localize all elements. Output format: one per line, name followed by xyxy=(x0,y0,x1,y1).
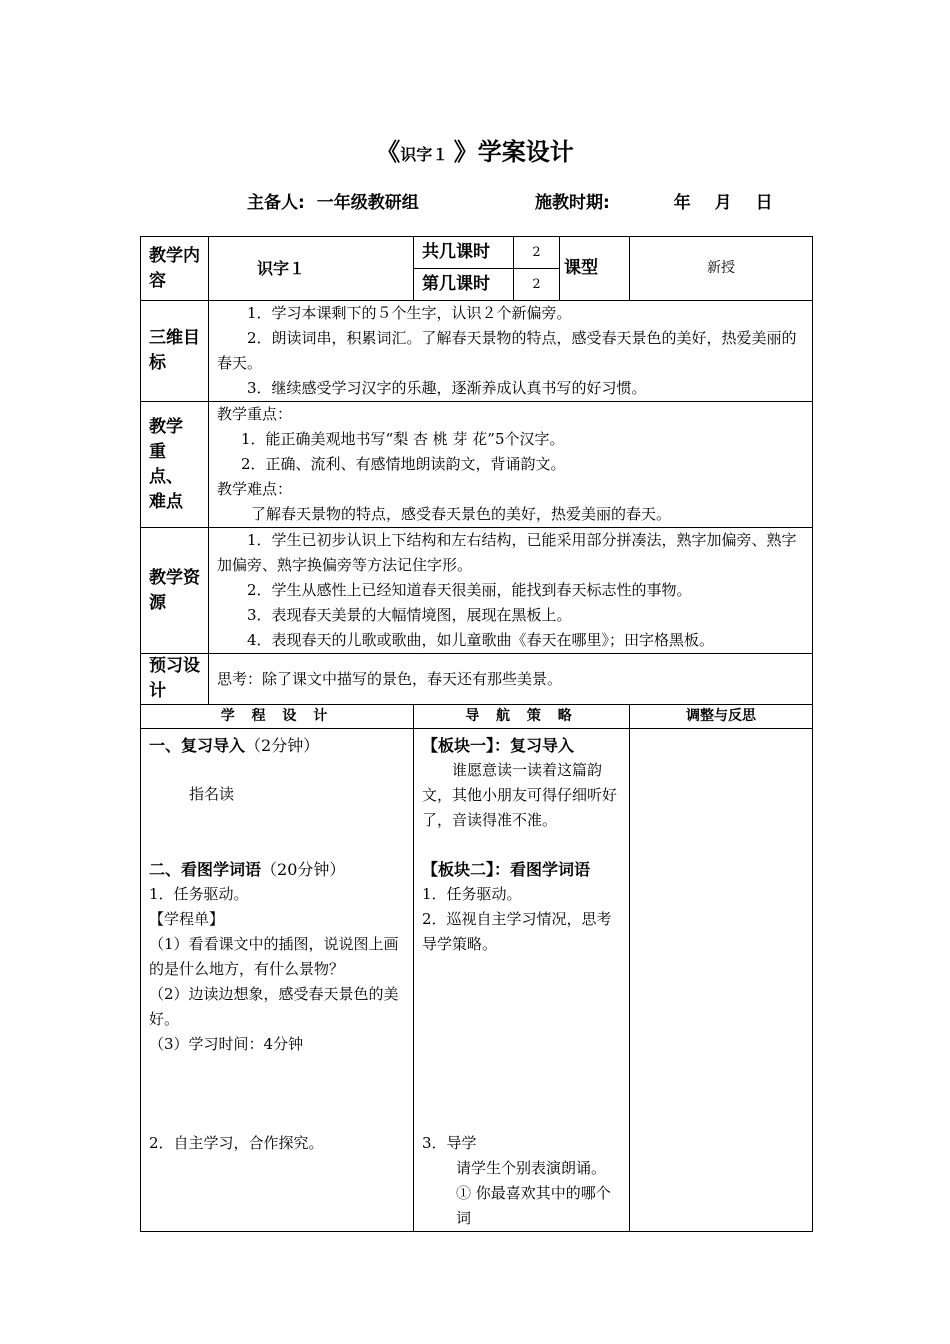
process-item: （3）学习时间：4分钟 xyxy=(149,1035,304,1053)
strategy-item: 2．巡视自主学习情况，思考导学策略。 xyxy=(422,910,612,953)
current-lesson-label: 第几课时 xyxy=(414,269,514,301)
block-1-heading: 【板块一】：复习导入 xyxy=(422,736,575,755)
content-label: 教学内容 xyxy=(141,237,209,301)
strategy-item: 请学生个别表演朗诵。 xyxy=(456,1159,607,1177)
preview-text: 思考：除了课文中描写的景色，春天还有那些美景。 xyxy=(209,654,813,705)
strategy-item: 1．任务驱动。 xyxy=(422,885,522,903)
process-item-next: 2．自主学习，合作探究。 xyxy=(149,1134,324,1152)
keypoints-label: 教学重点、难点 xyxy=(141,402,209,528)
preparer-value: 一年级教研组 xyxy=(316,193,419,213)
date-year: 年 xyxy=(673,193,691,213)
keypoints-content xyxy=(209,402,813,528)
resource-item: 4．表现春天的儿歌或歌曲，如儿童歌曲《春天在哪里》；田字格黑板。 xyxy=(247,631,715,649)
resource-item: 2．学生从感性上已经知道春天很美丽，能找到春天标志性的事物。 xyxy=(247,581,692,599)
date-field xyxy=(535,188,773,213)
current-lesson-value: 2 xyxy=(514,269,560,301)
section-1-heading: 一、复习导入（2分钟） xyxy=(149,736,320,755)
content-value: 识字１ xyxy=(209,237,414,301)
goal-item: 3．继续感受学习汉字的乐趣，逐渐养成认真书写的好习惯。 xyxy=(247,379,647,397)
section-2-heading: 二、看图学词语（20分钟） xyxy=(149,860,346,879)
goal-item: 2．朗读词串，积累词汇。了解春天景物的特点，感受春天景色的美好，热爱美丽的春天。 xyxy=(217,329,797,372)
goals-label: 三维目标 xyxy=(141,301,209,402)
reflection-column xyxy=(630,729,813,1232)
preparer xyxy=(247,188,419,213)
column-header-process: 学 程 设 计 xyxy=(141,705,414,729)
date-month: 月 xyxy=(714,193,732,213)
block-1-text: 谁愿意读一读着这篇韵文，其他小朋友可得仔细听好了，音读得准不准。 xyxy=(422,761,618,829)
goal-item: 1．学习本课剩下的５个生字，认识２个新偏旁。 xyxy=(247,304,572,322)
total-lessons-value: 2 xyxy=(514,237,560,269)
total-lessons-label: 共几课时 xyxy=(414,237,514,269)
document-title: 《识字１ 》学案设计 xyxy=(376,138,574,166)
hard-text: 了解春天景物的特点，感受春天景色的美好，热爱美丽的春天。 xyxy=(251,505,672,523)
resource-item: 1．学生已初步认识上下结构和左右结构，已能采用部分拼凑法，熟字加偏旁、熟字加偏旁、熟字换偏旁等方法记住字形。 xyxy=(217,531,797,574)
lesson-plan-table xyxy=(140,236,813,1232)
resources-content xyxy=(209,528,813,654)
process-item: （1）看看课文中的插图，说说图上画的是什么地方，有什么景物？ xyxy=(149,935,399,978)
date-day: 日 xyxy=(755,193,773,213)
process-column xyxy=(141,729,414,1232)
block-2-heading: 【板块二】：看图学词语 xyxy=(422,860,591,879)
strategy-item: ① 你最喜欢其中的哪个词 xyxy=(456,1184,611,1227)
resources-label: 教学资源 xyxy=(141,528,209,654)
lesson-type-label: 课型 xyxy=(560,237,630,301)
resource-item: 3．表现春天美景的大幅情境图，展现在黑板上。 xyxy=(247,606,572,624)
lesson-type-value: 新授 xyxy=(630,237,813,301)
process-item: 1．任务驱动。 xyxy=(149,885,249,903)
key-item: 1．能正确美观地书写“梨 杏 桃 芽 花”5个汉字。 xyxy=(241,430,565,448)
key-title: 教学重点： xyxy=(217,405,293,423)
process-item: （2）边读边想象，感受春天景色的美好。 xyxy=(149,985,399,1028)
preview-label: 预习设计 xyxy=(141,654,209,705)
goals-content xyxy=(209,301,813,402)
process-item: 【学程单】 xyxy=(149,910,225,928)
block-3-heading: 3．导学 xyxy=(422,1134,477,1152)
column-header-reflection: 调整与反思 xyxy=(630,705,813,729)
key-item: 2．正确、流利、有感情地朗读韵文，背诵韵文。 xyxy=(241,455,566,473)
section-1-text: 指名读 xyxy=(189,785,235,803)
strategy-column xyxy=(414,729,630,1232)
date-label: 施教时期: xyxy=(535,193,610,213)
column-header-strategy: 导 航 策 略 xyxy=(414,705,630,729)
hard-title: 教学难点： xyxy=(217,480,293,498)
preparer-label: 主备人: xyxy=(247,193,305,213)
